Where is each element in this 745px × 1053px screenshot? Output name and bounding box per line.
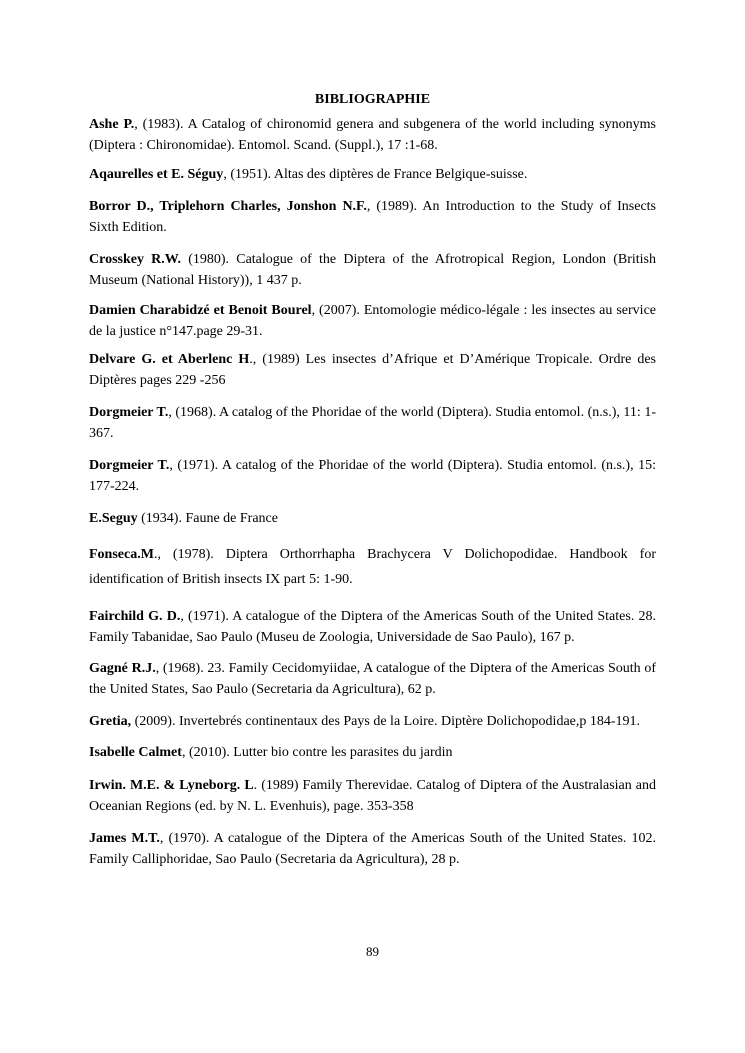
reference-text: , (1989). An Introduction to the Study of Insects Sixth Edition. bbox=[89, 199, 657, 235]
reference-author: Ashe P. bbox=[89, 117, 135, 132]
reference-entry bbox=[89, 300, 656, 342]
reference-text: , (1968). 23. Family Cecidomyiidae, A catalogue of the Diptera of the Americas South of the United States, Sao Paulo (Secretaria da Agricultura), 62 p. bbox=[89, 661, 657, 697]
reference-entry bbox=[89, 711, 656, 732]
reference-author: Gagné R.J. bbox=[89, 661, 156, 676]
reference-author: Damien Charabidzé et Benoit Bourel bbox=[89, 303, 312, 318]
reference-author: James M.T. bbox=[89, 831, 160, 846]
reference-text: (1934). Faune de France bbox=[137, 511, 278, 526]
reference-author: Fairchild G. D. bbox=[89, 609, 181, 624]
reference-text: ., (1989) Les insectes d’Afrique et D’Amérique Tropicale. Ordre des Diptères pages 229 -256 bbox=[89, 352, 656, 388]
reference-text: , (1983). A Catalog of chironomid genera and subgenera of the world including synonyms (Diptera : Chironomidae). Entomol. Scand. (Suppl.), 17 :1-68. bbox=[89, 117, 656, 153]
reference-text: . (1989) Family Therevidae. Catalog of Diptera of the Australasian and Oceanian Regions (ed. by N. L. Evenhuis), page. 353-358 bbox=[89, 778, 656, 814]
reference-list bbox=[89, 114, 656, 870]
reference-text: , (1971). A catalog of the Phoridae of the world (Diptera). Studia entomol. (n.s.), 15: 177-224. bbox=[89, 458, 657, 494]
reference-author: Fonseca.M bbox=[89, 547, 154, 562]
reference-author: Isabelle Calmet bbox=[89, 745, 182, 760]
reference-text: ., (1978). Diptera Orthorrhapha Brachycera V Dolichopodidae. Handbook for identification of British insects IX part 5: 1-90. bbox=[89, 547, 656, 587]
reference-text: , (1970). A catalogue of the Diptera of the Americas South of the United States. 102. Family Calliphoridae, Sao Paulo (Secretaria da Agricultura), 28 p. bbox=[89, 831, 656, 867]
reference-author: E.Seguy bbox=[89, 511, 138, 526]
reference-author: Dorgmeier T. bbox=[89, 458, 170, 473]
reference-author: Gretia, bbox=[89, 714, 132, 729]
reference-author: Delvare G. et Aberlenc H bbox=[89, 352, 250, 367]
reference-author: Borror D., Triplehorn Charles, Jonshon N.F. bbox=[89, 199, 367, 214]
reference-text: , (2007). Entomologie médico-légale : les insectes au service de la justice n°147.page 29-31. bbox=[89, 303, 656, 339]
page-title: BIBLIOGRAPHIE bbox=[314, 92, 431, 107]
reference-entry bbox=[89, 164, 656, 185]
reference-author: Aqaurelles et E. Séguy bbox=[89, 167, 224, 182]
reference-entry bbox=[89, 196, 656, 238]
reference-entry bbox=[89, 249, 656, 291]
reference-entry bbox=[89, 828, 656, 870]
reference-text: , (1968). A catalog of the Phoridae of the world (Diptera). Studia entomol. (n.s.), 11: 1-367. bbox=[89, 405, 656, 441]
reference-text: , (1951). Altas des diptères de France Belgique-suisse. bbox=[223, 167, 528, 182]
reference-author: Dorgmeier T. bbox=[89, 405, 169, 420]
reference-entry bbox=[89, 455, 656, 497]
reference-author: Crosskey R.W. bbox=[89, 252, 181, 267]
reference-entry bbox=[89, 742, 656, 763]
reference-text: , (2010). Lutter bio contre les parasites du jardin bbox=[181, 745, 453, 760]
reference-entry bbox=[89, 349, 656, 391]
reference-entry bbox=[89, 114, 656, 156]
reference-entry bbox=[89, 402, 656, 444]
reference-text: (2009). Invertebrés continentaux des Pays de la Loire. Diptère Dolichopodidae,p 184-191. bbox=[131, 714, 641, 729]
reference-entry bbox=[89, 606, 656, 648]
reference-entry bbox=[89, 542, 656, 592]
reference-entry bbox=[89, 508, 656, 529]
page-number: 89 bbox=[366, 944, 379, 959]
reference-text: , (1971). A catalogue of the Diptera of the Americas South of the United States. 28. Family Tabanidae, Sao Paulo (Museu de Zoologia, Universidade de Sao Paulo), 167 p. bbox=[89, 609, 657, 645]
reference-author: Irwin. M.E. & Lyneborg. L bbox=[89, 778, 254, 793]
reference-text: (1980). Catalogue of the Diptera of the Afrotropical Region, London (British Museum (National History)), 1 437 p. bbox=[89, 252, 656, 288]
reference-entry bbox=[89, 775, 656, 817]
reference-entry bbox=[89, 658, 656, 700]
